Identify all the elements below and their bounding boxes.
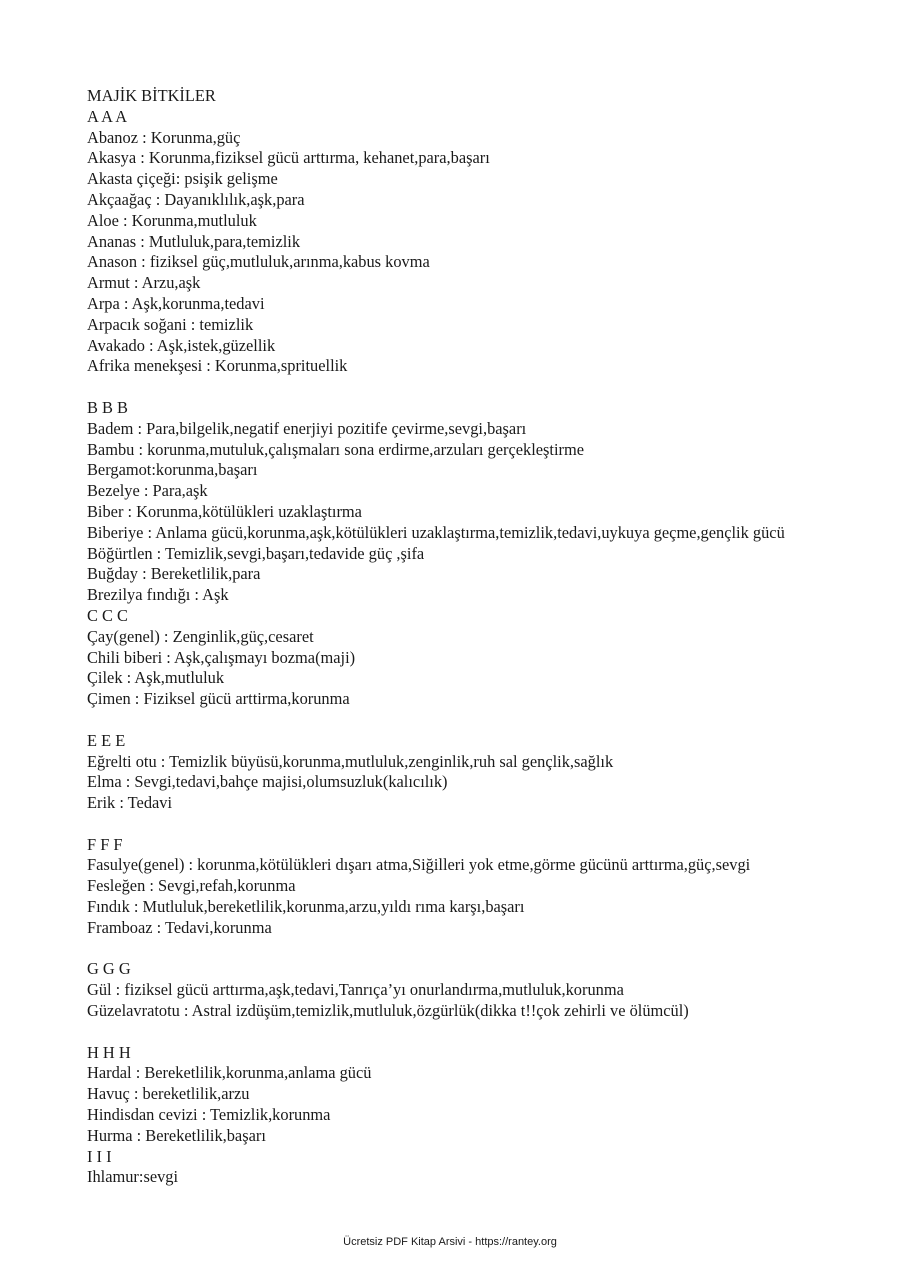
list-item: Çay(genel) : Zenginlik,güç,cesaret <box>87 626 314 646</box>
list-item: Chili biberi : Aşk,çalışmayı bozma(maji) <box>87 647 356 667</box>
list-item: Ihlamur:sevgi <box>87 1167 179 1187</box>
list-item: Elma : Sevgi,tedavi,bahçe majisi,olumsuzluk(kalıcılık) <box>87 772 448 792</box>
list-item: Badem : Para,bilgelik,negatif enerjiyi pozitife çevirme,sevgi,başarı <box>87 418 527 438</box>
list-item: Bezelye : Para,aşk <box>87 481 208 501</box>
list-item: Çilek : Aşk,mutluluk <box>87 668 225 688</box>
list-item: Güzelavratotu : Astral izdüşüm,temizlik,mutluluk,özgürlük(dikka t!!çok zehirli ve ölümcül) <box>87 1001 689 1021</box>
list-item: Framboaz : Tedavi,korunma <box>87 917 272 937</box>
section-heading-h: H H H <box>87 1042 131 1062</box>
paragraph-gap <box>87 814 877 835</box>
paragraph-gap <box>87 939 877 960</box>
section-heading-c: C C C <box>87 605 128 625</box>
list-item: Arpacık soğani : temizlik <box>87 314 254 334</box>
list-item: Biberiye : Anlama gücü,korunma,aşk,kötülükleri uzaklaştırma,temizlik,tedavi,uykuya geçme,gençlik gücü <box>87 522 785 542</box>
list-item: Hardal : Bereketlilik,korunma,anlama gücü <box>87 1063 372 1083</box>
list-item: Arpa : Aşk,korunma,tedavi <box>87 293 265 313</box>
list-item: Biber : Korunma,kötülükleri uzaklaştırma <box>87 501 362 521</box>
list-item: Eğrelti otu : Temizlik büyüsü,korunma,mutluluk,zenginlik,ruh sal gençlik,sağlık <box>87 751 614 771</box>
list-item: Akasta çiçeği: psişik gelişme <box>87 169 278 189</box>
list-item: Bambu : korunma,mutuluk,çalışmaları sona erdirme,arzuları gerçekleştirme <box>87 439 585 459</box>
list-item: Aloe : Korunma,mutluluk <box>87 210 257 230</box>
section-heading-f: F F F <box>87 834 123 854</box>
list-item: Bergamot:korunma,başarı <box>87 460 258 480</box>
list-item: Armut : Arzu,aşk <box>87 273 201 293</box>
section-heading-a: A A A <box>87 106 128 126</box>
list-item: Fındık : Mutluluk,bereketlilik,korunma,arzu,yıldı rıma karşı,başarı <box>87 897 525 917</box>
list-item: Hurma : Bereketlilik,başarı <box>87 1125 266 1145</box>
list-item: Avakado : Aşk,istek,güzellik <box>87 335 276 355</box>
list-item: Havuç : bereketlilik,arzu <box>87 1084 250 1104</box>
list-item: Hindisdan cevizi : Temizlik,korunma <box>87 1105 331 1125</box>
list-item: Fesleğen : Sevgi,refah,korunma <box>87 876 296 896</box>
document-body <box>87 86 877 1188</box>
list-item: Böğürtlen : Temizlik,sevgi,başarı,tedavide güç ,şifa <box>87 543 425 563</box>
section-heading-b: B B B <box>87 397 128 417</box>
list-item: Erik : Tedavi <box>87 793 173 813</box>
list-item: Buğday : Bereketlilik,para <box>87 564 261 584</box>
list-item: Fasulye(genel) : korunma,kötülükleri dışarı atma,Siğilleri yok etme,görme gücünü arttırma,güç,sevgi <box>87 855 751 875</box>
section-heading-i: I I I <box>87 1146 112 1166</box>
list-item: Ananas : Mutluluk,para,temizlik <box>87 231 301 251</box>
list-item: Anason : fiziksel güç,mutluluk,arınma,kabus kovma <box>87 252 430 272</box>
page-footer: Ücretsiz PDF Kitap Arsivi - https://rantey.org <box>343 1236 557 1248</box>
list-item: Brezilya fındığı : Aşk <box>87 585 229 605</box>
list-item: Çimen : Fiziksel gücü arttirma,korunma <box>87 689 350 709</box>
paragraph-gap <box>87 1022 877 1043</box>
section-heading-g: G G G <box>87 959 131 979</box>
section-heading-e: E E E <box>87 730 126 750</box>
list-item: Afrika menekşesi : Korunma,sprituellik <box>87 356 348 376</box>
list-item: Abanoz : Korunma,güç <box>87 127 241 147</box>
list-item: Akçaağaç : Dayanıklılık,aşk,para <box>87 189 305 209</box>
paragraph-gap <box>87 377 877 398</box>
list-item: Akasya : Korunma,fiziksel gücü arttırma, kehanet,para,başarı <box>87 148 490 168</box>
document-title: MAJİK BİTKİLER <box>87 86 216 105</box>
list-item: Gül : fiziksel gücü arttırma,aşk,tedavi,Tanrıça’yı onurlandırma,mutluluk,korunma <box>87 980 624 1000</box>
paragraph-gap <box>87 710 877 731</box>
